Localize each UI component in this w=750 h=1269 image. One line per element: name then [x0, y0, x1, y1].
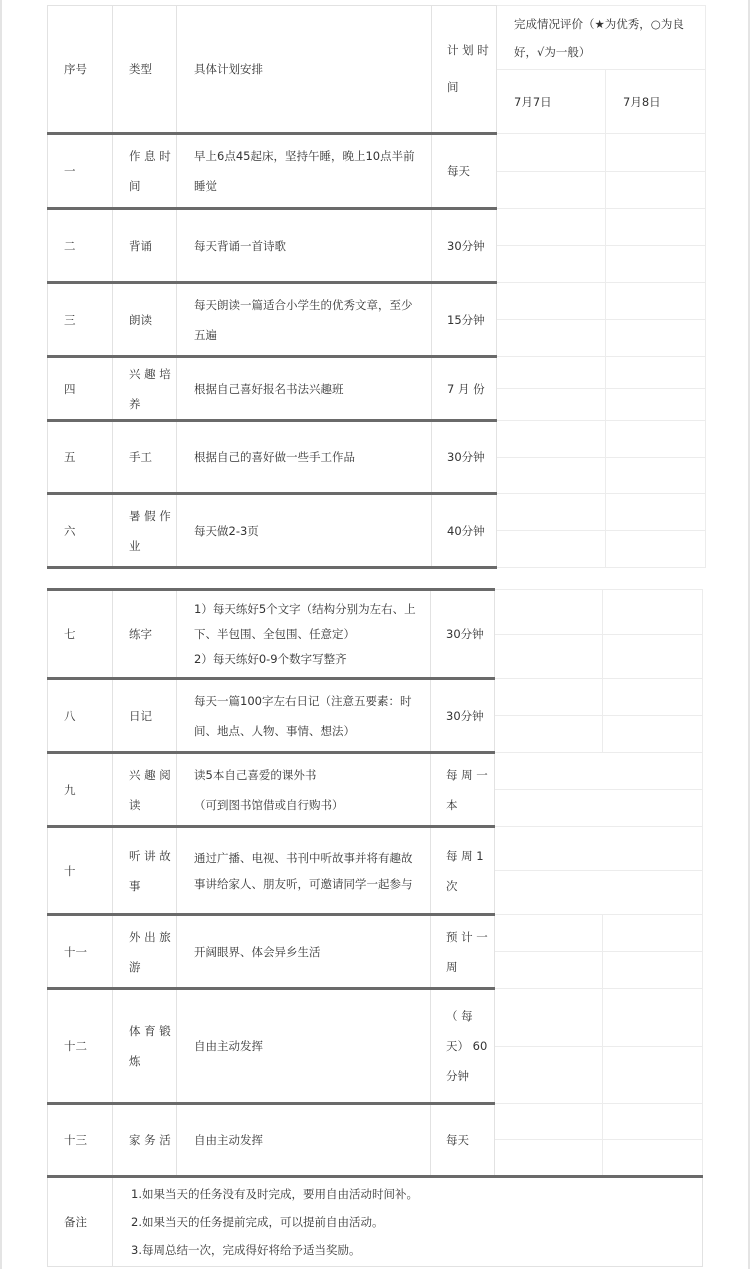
row-no: 六 [48, 494, 113, 568]
row-type: 听 讲 故事 [113, 827, 177, 915]
row-plan: 根据自己的喜好做一些手工作品 [177, 421, 432, 494]
row-plan-line: 1）每天练好5个文字（结构分别为左右、上下、半包围、全包围、任意定） [194, 601, 416, 641]
row-time: 每 周 1次 [431, 827, 495, 915]
row-time: 30分钟 [431, 679, 495, 753]
row-no: 二 [48, 209, 113, 283]
row-no: 五 [48, 421, 113, 494]
remark-line: 1.如果当天的任务没有及时完成，要用自由活动时间补。 [131, 1187, 418, 1201]
row-time: 每 周 一本 [431, 753, 495, 827]
row-type: 家 务 活 [113, 1104, 177, 1177]
eval-cell[interactable] [606, 357, 706, 421]
row-type: 兴 趣 培养 [113, 357, 177, 421]
row-plan: 自由主动发挥 [177, 1104, 431, 1177]
row-no: 七 [48, 590, 113, 679]
eval-cell[interactable] [495, 989, 603, 1104]
row-plan: 每天一篇100字左右日记（注意五要素：时间、地点、人物、事情、想法） [177, 679, 431, 753]
eval-cell[interactable] [606, 283, 706, 357]
plan-table-part-1 [47, 5, 706, 569]
row-time: 30分钟 [432, 209, 497, 283]
row-no: 四 [48, 357, 113, 421]
eval-cell[interactable] [495, 753, 703, 827]
row-plan: 开阔眼界、体会异乡生活 [177, 915, 431, 989]
row-type: 练字 [113, 590, 177, 679]
row-no: 十二 [48, 989, 113, 1104]
row-plan: 自由主动发挥 [177, 989, 431, 1104]
header-plan: 具体计划安排 [177, 6, 432, 134]
eval-cell[interactable] [606, 494, 706, 568]
row-time: 7 月 份 [432, 357, 497, 421]
row-plan: 每天做2-3页 [177, 494, 432, 568]
row-plan: 每天背诵一首诗歌 [177, 209, 432, 283]
eval-cell[interactable] [606, 134, 706, 209]
eval-cell[interactable] [495, 827, 703, 915]
row-time: 每天 [432, 134, 497, 209]
row-no: 三 [48, 283, 113, 357]
row-time: （ 每 天） 60 分钟 [431, 989, 495, 1104]
remark-line: 2.如果当天的任务提前完成，可以提前自由活动。 [131, 1215, 384, 1229]
eval-cell[interactable] [603, 1104, 703, 1177]
eval-cell[interactable] [603, 590, 703, 679]
eval-cell[interactable] [495, 679, 603, 753]
header-eval: 完成情况评价（★为优秀，○为良好，√为一般） [497, 6, 706, 70]
eval-cell[interactable] [495, 1104, 603, 1177]
row-type: 手工 [113, 421, 177, 494]
row-time: 30分钟 [432, 421, 497, 494]
eval-cell[interactable] [603, 915, 703, 989]
row-type: 朗读 [113, 283, 177, 357]
row-type: 体 育 锻炼 [113, 989, 177, 1104]
eval-cell[interactable] [606, 421, 706, 494]
eval-cell[interactable] [606, 209, 706, 283]
row-no: 一 [48, 134, 113, 209]
row-plan-line: 2）每天练好0-9个数字写整齐 [194, 651, 347, 666]
eval-cell[interactable] [603, 989, 703, 1104]
row-no: 十 [48, 827, 113, 915]
row-type: 背诵 [113, 209, 177, 283]
row-time: 15分钟 [432, 283, 497, 357]
row-no: 十三 [48, 1104, 113, 1177]
eval-cell[interactable] [495, 590, 603, 679]
row-type: 暑 假 作业 [113, 494, 177, 568]
eval-cell[interactable] [497, 209, 606, 283]
row-plan-line: （可到图书馆借或自行购书） [194, 797, 344, 812]
row-plan [177, 590, 431, 679]
row-plan [177, 753, 431, 827]
row-type: 日记 [113, 679, 177, 753]
row-time: 预 计 一周 [431, 915, 495, 989]
remarks-content [113, 1177, 703, 1267]
eval-cell[interactable] [497, 134, 606, 209]
header-type: 类型 [113, 6, 177, 134]
row-plan: 根据自己喜好报名书法兴趣班 [177, 357, 432, 421]
row-plan: 早上6点45起床，坚持午睡，晚上10点半前睡觉 [177, 134, 432, 209]
row-type: 兴 趣 阅读 [113, 753, 177, 827]
eval-cell[interactable] [495, 915, 603, 989]
row-no: 九 [48, 753, 113, 827]
eval-cell[interactable] [497, 283, 606, 357]
row-plan-line: 读5本自己喜爱的课外书 [194, 767, 317, 782]
header-time: 计 划 时间 [432, 6, 497, 134]
eval-cell[interactable] [603, 679, 703, 753]
row-no: 八 [48, 679, 113, 753]
row-type: 作 息 时间 [113, 134, 177, 209]
row-time: 30分钟 [431, 590, 495, 679]
row-time: 每天 [431, 1104, 495, 1177]
row-time: 40分钟 [432, 494, 497, 568]
eval-cell[interactable] [497, 421, 606, 494]
plan-table-part-2 [47, 588, 703, 1267]
eval-cell[interactable] [497, 494, 606, 568]
row-plan: 每天朗读一篇适合小学生的优秀文章，至少五遍 [177, 283, 432, 357]
header-no: 序号 [48, 6, 113, 134]
eval-cell[interactable] [497, 357, 606, 421]
remarks-label: 备注 [48, 1177, 113, 1267]
header-date-2: 7月8日 [606, 70, 706, 134]
remark-line: 3.每周总结一次，完成得好将给予适当奖励。 [131, 1243, 361, 1257]
header-date-1: 7月7日 [497, 70, 606, 134]
row-no: 十一 [48, 915, 113, 989]
row-type: 外 出 旅游 [113, 915, 177, 989]
divider [48, 568, 497, 570]
row-plan: 通过广播、电视、书刊中听故事并将有趣故事讲给家人、朋友听，可邀请同学一起参与 [177, 827, 431, 915]
